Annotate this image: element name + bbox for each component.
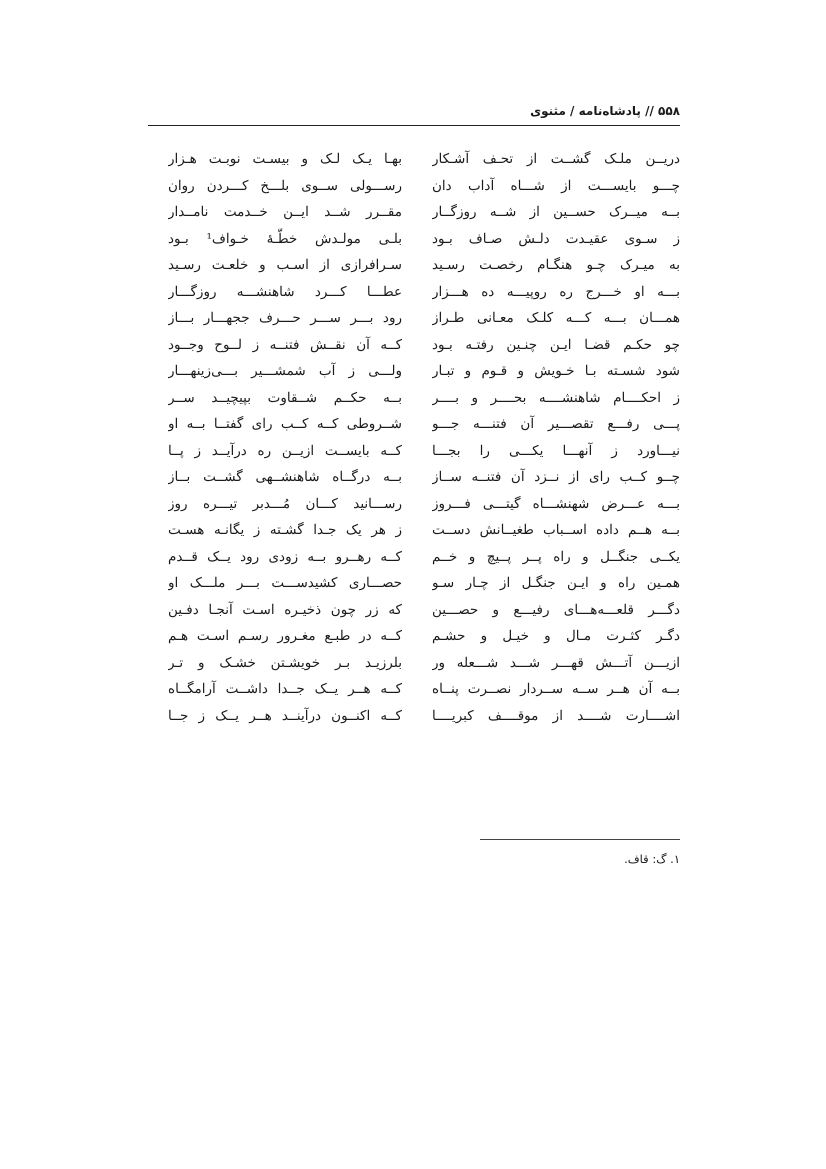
verse-right-hemistich: بـــه او خـــرج ره روپیـــه ده هـــزار [432,283,680,300]
verse-left-hemistich: سـرافرازی از اسـب و خلعـت رسـید [168,257,402,273]
verse-right-hemistich: چو حکـم قضـا ایـن چنـین رفتـه بـود [432,336,680,353]
verse-left-hemistich: حصـــاری کشیدســـت بـــر ملـــک او [168,575,402,591]
verse-right-hemistich: چـــو بایســـت از شـــاه آداب دان [432,177,680,194]
verse-right-hemistich: ز سـوی عقیـدت دلـش صـاف بـود [432,230,680,247]
verse-left-hemistich: رســـولی ســوی بلـــخ کـــردن روان [168,177,402,194]
verse-left-hemistich: کــه اکنــون درآینــد هــر یــک ز جــا [168,707,402,724]
verse-right-hemistich: پـــی رفـــع تقصـــیر آن فتنـــه جـــو [432,416,680,432]
verse-right-hemistich: بــه آن هــر ســه ســردار نصــرت پنــاه [432,681,680,697]
verse-left-hemistich: رود بـــر ســـر حـــرف ججهـــار بـــاز [168,310,402,326]
verse-left-hemistich: شــروطی کــه کــب رای گفتــا بــه او [168,416,402,432]
verse-right-hemistich: دگـــر قلعـــه‌هـــای رفیـــع و حصـــین [432,601,680,618]
verse-right-hemistich: به میـرک چـو هنگـام رخصـت رسـید [432,257,680,273]
verse-right-hemistich: دگـر کثـرت مـال و خیـل و حشـم [432,628,680,644]
verse-right-hemistich: شود شسـته بـا خـویش و قـوم و تبـار [432,363,680,379]
verse-left-hemistich: کــه آن نقــش فتنــه ز لــوح وجــود [168,336,402,353]
verse-right-hemistich: ز احکــــام شاهنشــــه بحــــر و بــــر [432,389,680,406]
verse-left-hemistich: بلرزیـد بـر خویشـتن خشـک و تـر [168,654,402,671]
verse-right-hemistich: دریــن ملـک گشــت از تحـف آشـکار [432,151,680,167]
footnote-rule [480,839,680,840]
verse-left-hemistich: رســـانید کـــان مُـــدبر تیـــره روز [168,495,402,512]
verse-left-hemistich: بــه درگــاه شاهنشــهی گشــت بــاز [168,469,402,485]
verse-left-hemistich: بهـا یـک لـک و بیسـت نوبـت هـزار [168,151,402,167]
verse-right-hemistich: بــه هــم داده اســباب طغیــانش دســت [432,522,680,538]
verse-left-hemistich: کــه هــر یــک جــدا داشــت آرامگــاه [168,681,402,697]
verse-left-hemistich: ز هر یک جـدا گشـته ز یگانـه هسـت [168,522,402,538]
header-text: ۵۵۸ // پادشاه‌نامه / مثنوی [530,104,680,118]
verse-left-hemistich: ولـــی ز آب شمشـــیر بـــی‌زینهـــار [168,363,402,379]
verse-left-hemistich: بــه حکــم شــقاوت بپیچیــد ســر [168,389,402,406]
verse-left-hemistich: کــه بایســت ازیــن ره درآیــد ز پــا [168,442,402,459]
verse-left-hemistich: کــه در طبـع مغـرور رسـم اسـت هـم [168,628,402,644]
verse-right-hemistich: اشــــارت شــــد از موقــــف کبریــــا [432,707,680,724]
verse-left-hemistich: که زر چون ذخیـره اسـت آنجـا دفـین [168,601,402,618]
verse-right-hemistich: بـــه عـــرض شهنشـــاه گیتـــی فـــروز [432,495,680,512]
verse-right-hemistich: یکــی جنگــل و راه پــر پــیچ و خــم [432,548,680,565]
verse-left-hemistich: عطـــا کـــرد شاهنشـــه روزگـــار [168,283,402,300]
footnote: ۱. گ: قاف. [624,852,680,866]
verse-left-hemistich: بلـی مولـدش خطّـهٔ خـواف¹ بـود [168,230,402,247]
verse-right-hemistich: بــه میــرک حســین از شــه روزگــار [432,204,680,220]
verse-right-hemistich: نیـــاورد ز آنهـــا یکـــی را بجـــا [432,442,680,459]
verse-right-hemistich: چــو کــب رای از نــزد آن فتنــه ســاز [432,469,680,485]
verse-left-hemistich: کــه رهــرو بــه زودی رود یــک قــدم [168,548,402,565]
verse-right-hemistich: همـــان بـــه کـــه کلـک معـانی طـراز [432,310,680,326]
verse-right-hemistich: ازیـــن آتـــش قهـــر شـــد شـــعله ور [432,654,680,671]
verse-left-hemistich: مقــرر شــد ایــن خــدمت نامــدار [168,204,402,220]
verse-right-hemistich: همـین راه و ایـن جنگـل از چـار سـو [432,575,680,591]
